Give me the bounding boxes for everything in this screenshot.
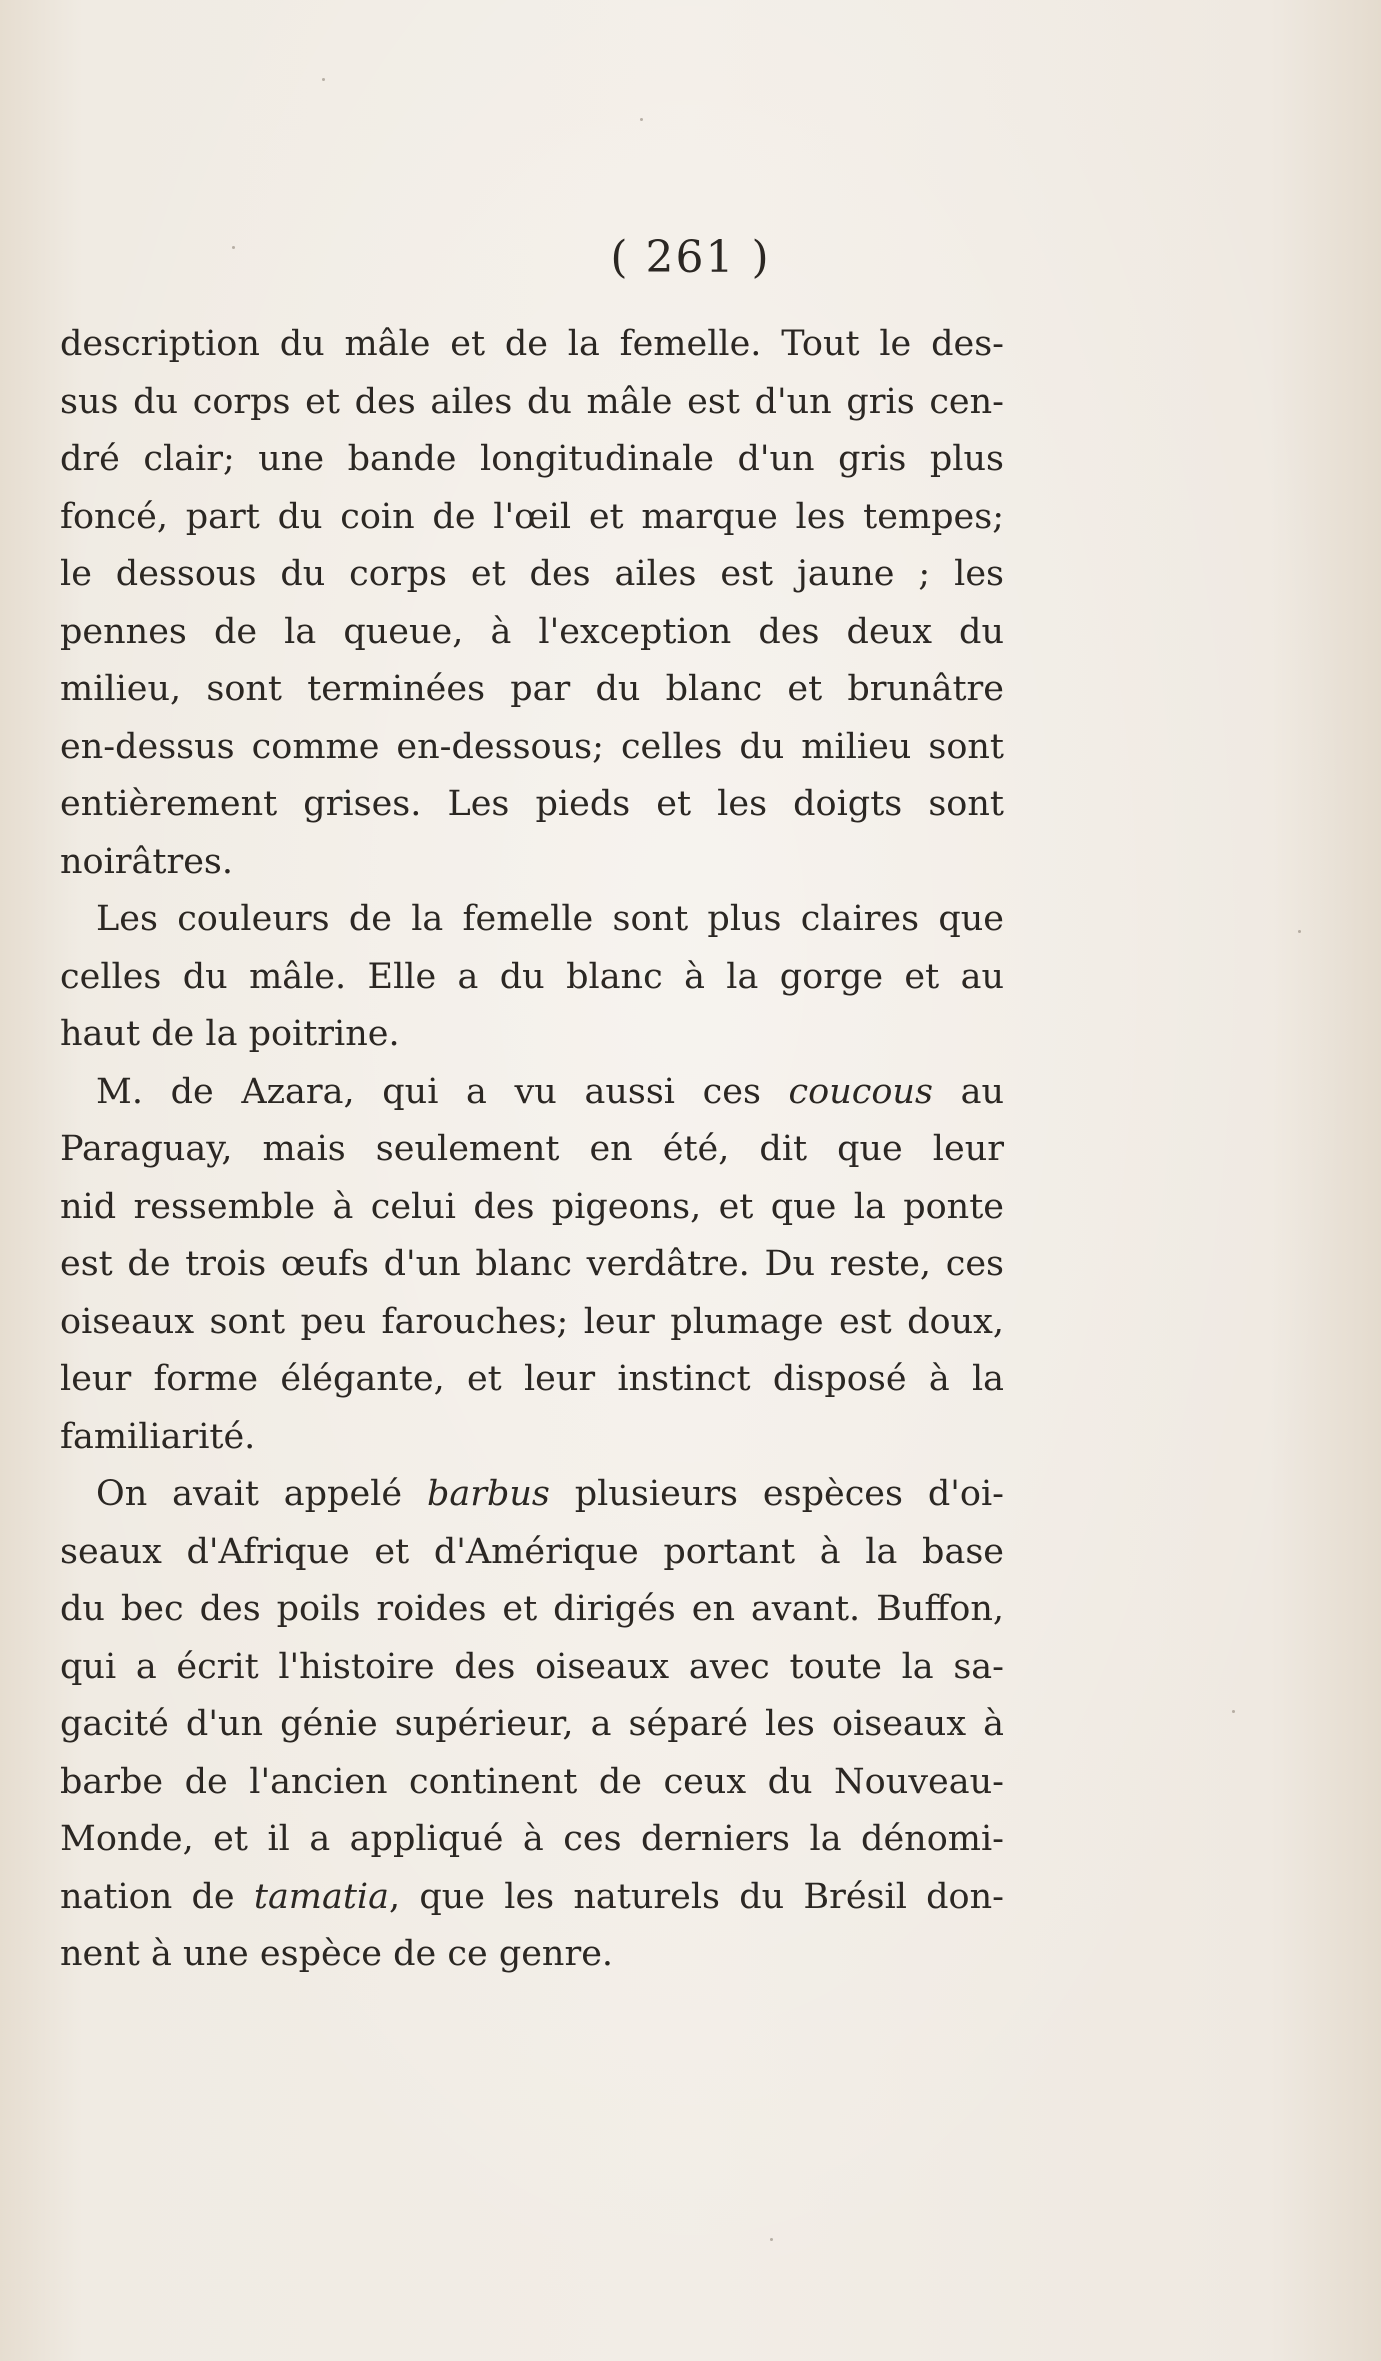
text-segment: familiarité. bbox=[60, 1416, 256, 1457]
text-line bbox=[60, 1581, 1004, 1639]
text-line bbox=[60, 1696, 1004, 1754]
text-segment: haut de la poitrine. bbox=[60, 1014, 400, 1054]
text-line bbox=[60, 1639, 1004, 1697]
text-line bbox=[60, 1466, 1004, 1524]
text-line bbox=[60, 776, 1004, 834]
text-segment: noirâtres. bbox=[60, 841, 234, 882]
text-segment: gacité d'un génie supérieur, a séparé les oiseaux à bbox=[60, 1704, 1004, 1744]
text-segment: nent à une espèce de ce genre. bbox=[60, 1934, 614, 1974]
text-line bbox=[60, 1811, 1004, 1869]
text-segment: est de trois œufs d'un blanc verdâtre. Du reste, ces bbox=[60, 1244, 1004, 1284]
text-line bbox=[60, 834, 1004, 892]
text-segment: barbe de l'ancien continent de ceux du Nouveau- bbox=[60, 1761, 1004, 1802]
paper-speck bbox=[322, 78, 325, 81]
text-line bbox=[60, 316, 1004, 374]
text-segment: du bec des poils roides et dirigés en avant. Buffon, bbox=[60, 1589, 1004, 1629]
text-line bbox=[60, 719, 1004, 777]
paper-speck bbox=[1298, 930, 1301, 933]
italic-term: tamatia bbox=[253, 1876, 389, 1917]
text-line bbox=[60, 1179, 1004, 1237]
text-line bbox=[60, 1121, 1004, 1179]
text-line bbox=[60, 1351, 1004, 1409]
text-line bbox=[60, 431, 1004, 489]
text-segment: dré clair; une bande longitudinale d'un gris plus bbox=[60, 439, 1004, 479]
text-segment: Monde, et il a appliqué à ces derniers la dénomi- bbox=[60, 1819, 1004, 1859]
paper-speck bbox=[1232, 1710, 1235, 1713]
paper-speck bbox=[770, 2238, 773, 2241]
text-segment: seaux d'Afrique et d'Amérique portant à la base bbox=[60, 1531, 1004, 1572]
text-line bbox=[60, 1926, 1004, 1984]
text-segment: le dessous du corps et des ailes est jaune ; les bbox=[60, 554, 1004, 594]
text-line bbox=[60, 661, 1004, 719]
text-line bbox=[60, 1006, 1004, 1064]
text-line bbox=[60, 1754, 1004, 1812]
text-line bbox=[60, 949, 1004, 1007]
text-line bbox=[60, 489, 1004, 547]
text-segment: qui a écrit l'histoire des oiseaux avec toute la sa- bbox=[60, 1646, 1004, 1687]
text-segment: On avait appelé bbox=[96, 1474, 427, 1514]
text-segment: M. de Azara, qui a vu aussi ces bbox=[96, 1071, 789, 1112]
italic-term: barbus bbox=[426, 1474, 550, 1514]
text-line bbox=[60, 891, 1004, 949]
text-segment: Les couleurs de la femelle sont plus claires que bbox=[96, 899, 1004, 939]
text-line bbox=[60, 1869, 1004, 1927]
text-segment: foncé, part du coin de l'œil et marque les tempes; bbox=[60, 496, 1004, 537]
body-text bbox=[60, 316, 1004, 1984]
text-segment: au bbox=[932, 1071, 1004, 1112]
text-segment: oiseaux sont peu farouches; leur plumage est doux, bbox=[60, 1301, 1004, 1342]
text-segment: leur forme élégante, et leur instinct disposé à la bbox=[60, 1359, 1004, 1399]
paper-speck bbox=[232, 246, 235, 249]
text-line bbox=[60, 374, 1004, 432]
text-line bbox=[60, 546, 1004, 604]
text-line bbox=[60, 604, 1004, 662]
text-line bbox=[60, 1524, 1004, 1582]
text-segment: nid ressemble à celui des pigeons, et que la ponte bbox=[60, 1186, 1004, 1227]
text-segment: celles du mâle. Elle a du blanc à la gorge et au bbox=[60, 956, 1004, 997]
text-line bbox=[60, 1294, 1004, 1352]
text-line bbox=[60, 1064, 1004, 1122]
text-line bbox=[60, 1409, 1004, 1467]
text-segment: description du mâle et de la femelle. Tout le des- bbox=[60, 324, 1004, 364]
text-segment: milieu, sont terminées par du blanc et brunâtre bbox=[60, 669, 1004, 709]
text-segment: en-dessus comme en-dessous; celles du milieu sont bbox=[60, 726, 1004, 767]
paper-speck bbox=[640, 118, 643, 121]
text-segment: entièrement grises. Les pieds et les doigts sont bbox=[60, 784, 1004, 824]
text-segment: , que les naturels du Brésil don- bbox=[389, 1876, 1004, 1917]
text-segment: pennes de la queue, à l'exception des deux du bbox=[60, 611, 1004, 652]
italic-term: coucous bbox=[788, 1071, 933, 1112]
page-number: ( 261 ) bbox=[610, 232, 771, 283]
text-segment: Paraguay, mais seulement en été, dit que leur bbox=[60, 1129, 1004, 1169]
text-segment: sus du corps et des ailes du mâle est d'un gris cen- bbox=[60, 381, 1004, 422]
text-segment: plusieurs espèces d'oi- bbox=[549, 1474, 1004, 1514]
text-line bbox=[60, 1236, 1004, 1294]
text-segment: nation de bbox=[60, 1876, 254, 1917]
